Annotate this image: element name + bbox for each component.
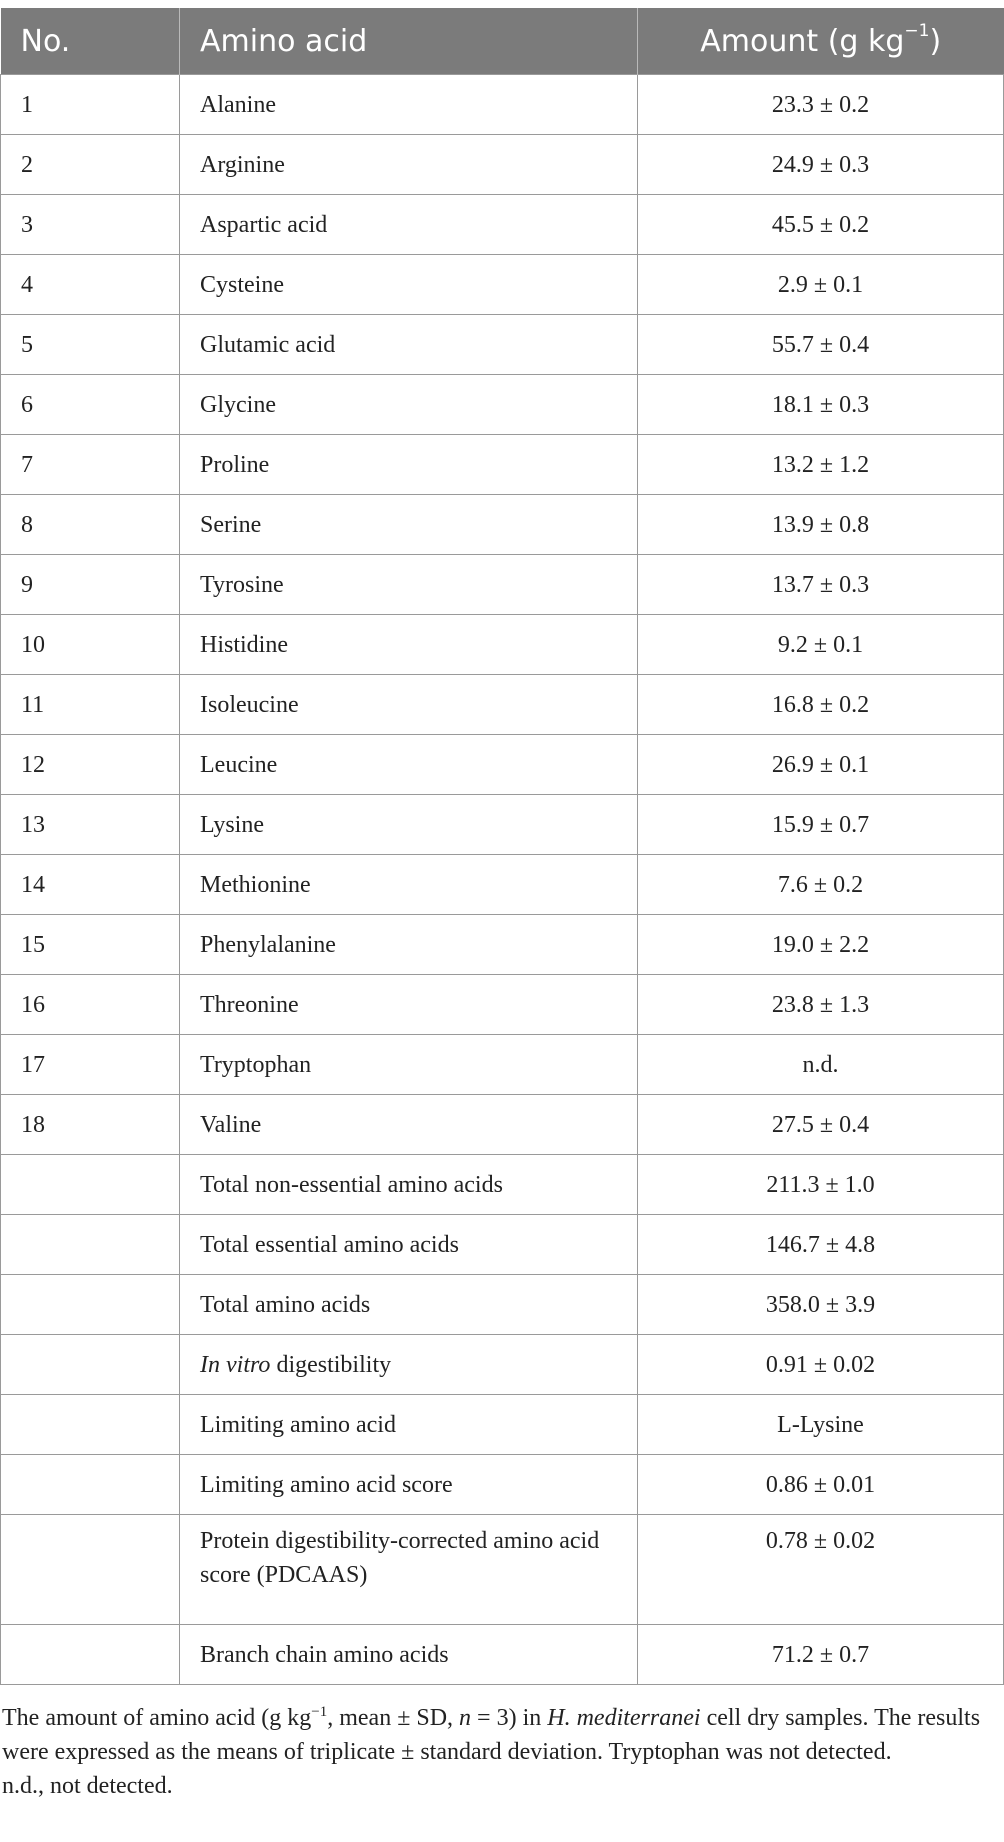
row-amino-acid: Serine — [180, 495, 638, 555]
row-amount: n.d. — [638, 1035, 1004, 1095]
summary-amount: 71.2 ± 0.7 — [638, 1625, 1004, 1685]
row-amount: 27.5 ± 0.4 — [638, 1095, 1004, 1155]
row-amino-acid: Lysine — [180, 795, 638, 855]
summary-amount: 146.7 ± 4.8 — [638, 1215, 1004, 1275]
summary-amount: 211.3 ± 1.0 — [638, 1155, 1004, 1215]
table-row — [1, 435, 1004, 495]
row-number: 16 — [1, 975, 180, 1035]
row-amount: 18.1 ± 0.3 — [638, 375, 1004, 435]
summary-row-limiting-score — [1, 1455, 1004, 1515]
table-row — [1, 795, 1004, 855]
table-row — [1, 315, 1004, 375]
table-footnote — [2, 1695, 996, 1803]
summary-name: Total non-essential amino acids — [180, 1155, 638, 1215]
footnote-text: The amount of amino acid (g kg — [2, 1705, 312, 1731]
table-row — [1, 675, 1004, 735]
row-number: 11 — [1, 675, 180, 735]
row-amount: 26.9 ± 0.1 — [638, 735, 1004, 795]
row-amount: 15.9 ± 0.7 — [638, 795, 1004, 855]
summary-amount: 0.86 ± 0.01 — [638, 1455, 1004, 1515]
row-number: 7 — [1, 435, 180, 495]
table-row — [1, 255, 1004, 315]
row-amino-acid: Leucine — [180, 735, 638, 795]
row-amount: 55.7 ± 0.4 — [638, 315, 1004, 375]
row-amino-acid: Proline — [180, 435, 638, 495]
row-number: 14 — [1, 855, 180, 915]
table-row — [1, 855, 1004, 915]
table-body — [1, 75, 1004, 1685]
row-amount: 45.5 ± 0.2 — [638, 195, 1004, 255]
footnote-abbreviation: n.d., not detected. — [2, 1773, 173, 1799]
row-amino-acid: Arginine — [180, 135, 638, 195]
row-amino-acid: Histidine — [180, 615, 638, 675]
row-amount: 13.2 ± 1.2 — [638, 435, 1004, 495]
summary-amount: L-Lysine — [638, 1395, 1004, 1455]
table-container — [0, 8, 1004, 1803]
summary-name-italic: In vitro — [200, 1351, 271, 1378]
row-amino-acid: Alanine — [180, 75, 638, 135]
summary-name: Total amino acids — [180, 1275, 638, 1335]
table-row — [1, 915, 1004, 975]
summary-amount: 0.78 ± 0.02 — [638, 1515, 1004, 1625]
table-row — [1, 735, 1004, 795]
row-amount: 7.6 ± 0.2 — [638, 855, 1004, 915]
row-amount: 23.8 ± 1.3 — [638, 975, 1004, 1035]
row-number: 5 — [1, 315, 180, 375]
table-row — [1, 615, 1004, 675]
summary-name: Limiting amino acid score — [180, 1455, 638, 1515]
row-amino-acid: Cysteine — [180, 255, 638, 315]
row-amino-acid: Threonine — [180, 975, 638, 1035]
row-amount: 19.0 ± 2.2 — [638, 915, 1004, 975]
summary-row-limiting — [1, 1395, 1004, 1455]
row-number: 18 — [1, 1095, 180, 1155]
header-amount — [638, 8, 1004, 75]
footnote-text: , mean ± SD, — [327, 1705, 460, 1731]
row-amino-acid: Tryptophan — [180, 1035, 638, 1095]
row-number: 12 — [1, 735, 180, 795]
summary-row-total — [1, 1275, 1004, 1335]
row-number: 2 — [1, 135, 180, 195]
row-number: 17 — [1, 1035, 180, 1095]
row-number: 1 — [1, 75, 180, 135]
header-amount-exponent: −1 — [904, 20, 930, 41]
footnote-paragraph — [2, 1695, 996, 1769]
row-amount: 24.9 ± 0.3 — [638, 135, 1004, 195]
row-amino-acid: Valine — [180, 1095, 638, 1155]
row-amount: 16.8 ± 0.2 — [638, 675, 1004, 735]
header-amount-close: ) — [929, 23, 942, 59]
summary-name: Limiting amino acid — [180, 1395, 638, 1455]
summary-row-bcaa — [1, 1625, 1004, 1685]
table-row — [1, 495, 1004, 555]
summary-name: Protein digestibility-corrected amino acid score (PDCAAS) — [180, 1515, 638, 1625]
summary-name — [180, 1335, 638, 1395]
row-amino-acid: Isoleucine — [180, 675, 638, 735]
header-amount-label: Amount (g kg — [700, 23, 905, 59]
summary-row-total-nonessential — [1, 1155, 1004, 1215]
summary-row-total-essential — [1, 1215, 1004, 1275]
summary-name: Branch chain amino acids — [180, 1625, 638, 1685]
table-row — [1, 135, 1004, 195]
summary-amount: 0.91 ± 0.02 — [638, 1335, 1004, 1395]
row-amino-acid: Glutamic acid — [180, 315, 638, 375]
table-row — [1, 1035, 1004, 1095]
row-number: 10 — [1, 615, 180, 675]
summary-row-pdcaas — [1, 1515, 1004, 1625]
table-row — [1, 975, 1004, 1035]
table-row — [1, 75, 1004, 135]
header-amino-acid: Amino acid — [180, 8, 638, 75]
summary-name: Total essential amino acids — [180, 1215, 638, 1275]
row-number: 13 — [1, 795, 180, 855]
footnote-n: n — [459, 1705, 472, 1731]
row-amino-acid: Aspartic acid — [180, 195, 638, 255]
summary-name-rest: digestibility — [270, 1351, 392, 1378]
amino-acid-table — [0, 8, 1004, 1685]
row-amino-acid: Glycine — [180, 375, 638, 435]
row-number: 15 — [1, 915, 180, 975]
table-row — [1, 195, 1004, 255]
summary-amount: 358.0 ± 3.9 — [638, 1275, 1004, 1335]
table-row — [1, 375, 1004, 435]
row-number: 4 — [1, 255, 180, 315]
row-number: 8 — [1, 495, 180, 555]
row-amino-acid: Methionine — [180, 855, 638, 915]
footnote-text: = 3) in — [471, 1705, 548, 1731]
summary-row-digestibility — [1, 1335, 1004, 1395]
footnote-exponent: −1 — [311, 1704, 328, 1720]
table-row — [1, 1095, 1004, 1155]
row-amount: 13.9 ± 0.8 — [638, 495, 1004, 555]
row-number: 9 — [1, 555, 180, 615]
row-number: 3 — [1, 195, 180, 255]
row-amount: 2.9 ± 0.1 — [638, 255, 1004, 315]
row-amount: 23.3 ± 0.2 — [638, 75, 1004, 135]
footnote-text: cell dry samples. The results were expressed as the means of triplicate ± standard deviation. Tryptophan was not detected. — [2, 1705, 981, 1765]
row-amino-acid: Phenylalanine — [180, 915, 638, 975]
row-amino-acid: Tyrosine — [180, 555, 638, 615]
header-no: No. — [1, 8, 180, 75]
footnote-species: H. mediterranei — [547, 1705, 701, 1731]
row-amount: 13.7 ± 0.3 — [638, 555, 1004, 615]
row-number: 6 — [1, 375, 180, 435]
row-amount: 9.2 ± 0.1 — [638, 615, 1004, 675]
table-header-row — [1, 8, 1004, 75]
table-row — [1, 555, 1004, 615]
